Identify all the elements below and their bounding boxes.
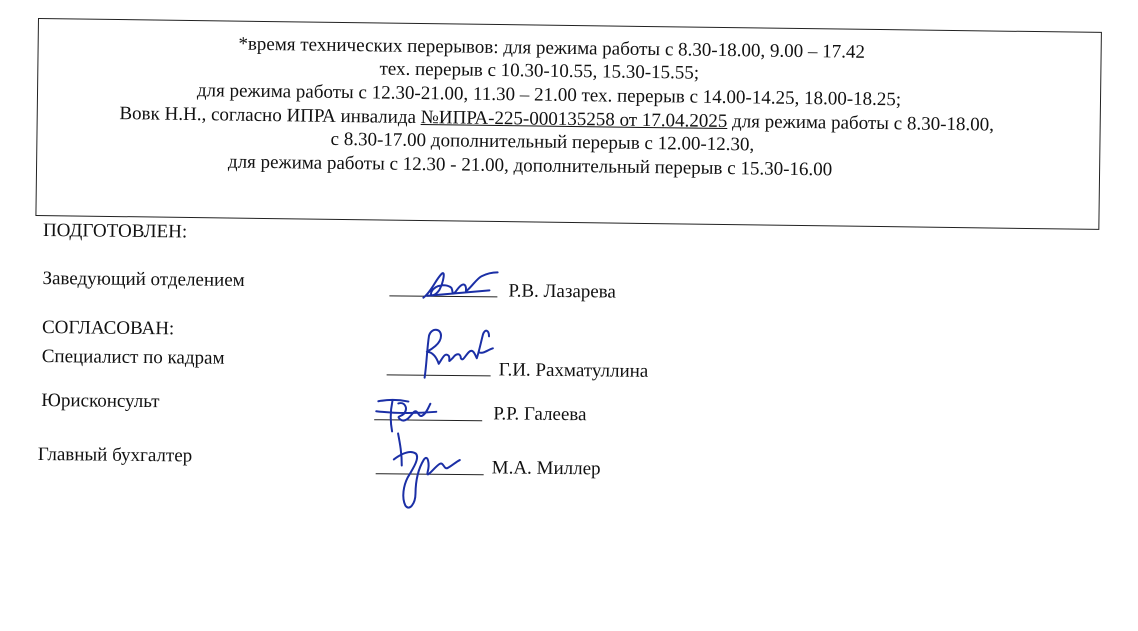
signer-role: Заведующий отделением xyxy=(42,268,245,291)
signer-name: М.А. Миллер xyxy=(491,457,601,480)
signer-role: Юрисконсульт xyxy=(41,390,160,413)
signer-role: Специалист по кадрам xyxy=(41,346,225,369)
note-line-4-prefix: Вовк Н.Н., согласно ИПРА инвалида xyxy=(119,103,421,129)
signer-role: Главный бухгалтер xyxy=(37,443,193,467)
note-line-3: для режима работы с 12.30-21.00, 11.30 – 21.00 тех. перерыв с 14.00-14.25, 18.00-18.25; xyxy=(196,80,902,111)
approved-heading: СОГЛАСОВАН: xyxy=(41,317,175,340)
signer-name: Р.Р. Галеева xyxy=(493,403,587,426)
note-line-4-suffix: для режима работы с 8.30-18.00, xyxy=(727,111,995,136)
note-line-5: с 8.30-17.00 дополнительный перерыв с 12.00-12.30, xyxy=(330,128,755,156)
signature-image xyxy=(417,266,499,307)
signer-name: Р.В. Лазарева xyxy=(508,280,617,303)
prepared-heading: ПОДГОТОВЛЕН: xyxy=(42,220,188,243)
signer-name: Г.И. Рахматуллина xyxy=(498,359,649,382)
note-line-1: *время технических перерывов: для режима работы с 8.30-18.00, 9.00 – 17.42 xyxy=(238,33,866,63)
note-line-6: для режима работы с 12.30 - 21.00, дополнительный перерыв с 15.30-16.00 xyxy=(227,151,833,181)
ipra-document-number: №ИПРА-225-000135258 от 17.04.2025 xyxy=(420,107,728,133)
note-line-2: тех. перерыв с 10.30-10.55, 15.30-15.55; xyxy=(379,58,700,84)
signature-image xyxy=(383,423,468,514)
signature-image xyxy=(409,322,500,385)
